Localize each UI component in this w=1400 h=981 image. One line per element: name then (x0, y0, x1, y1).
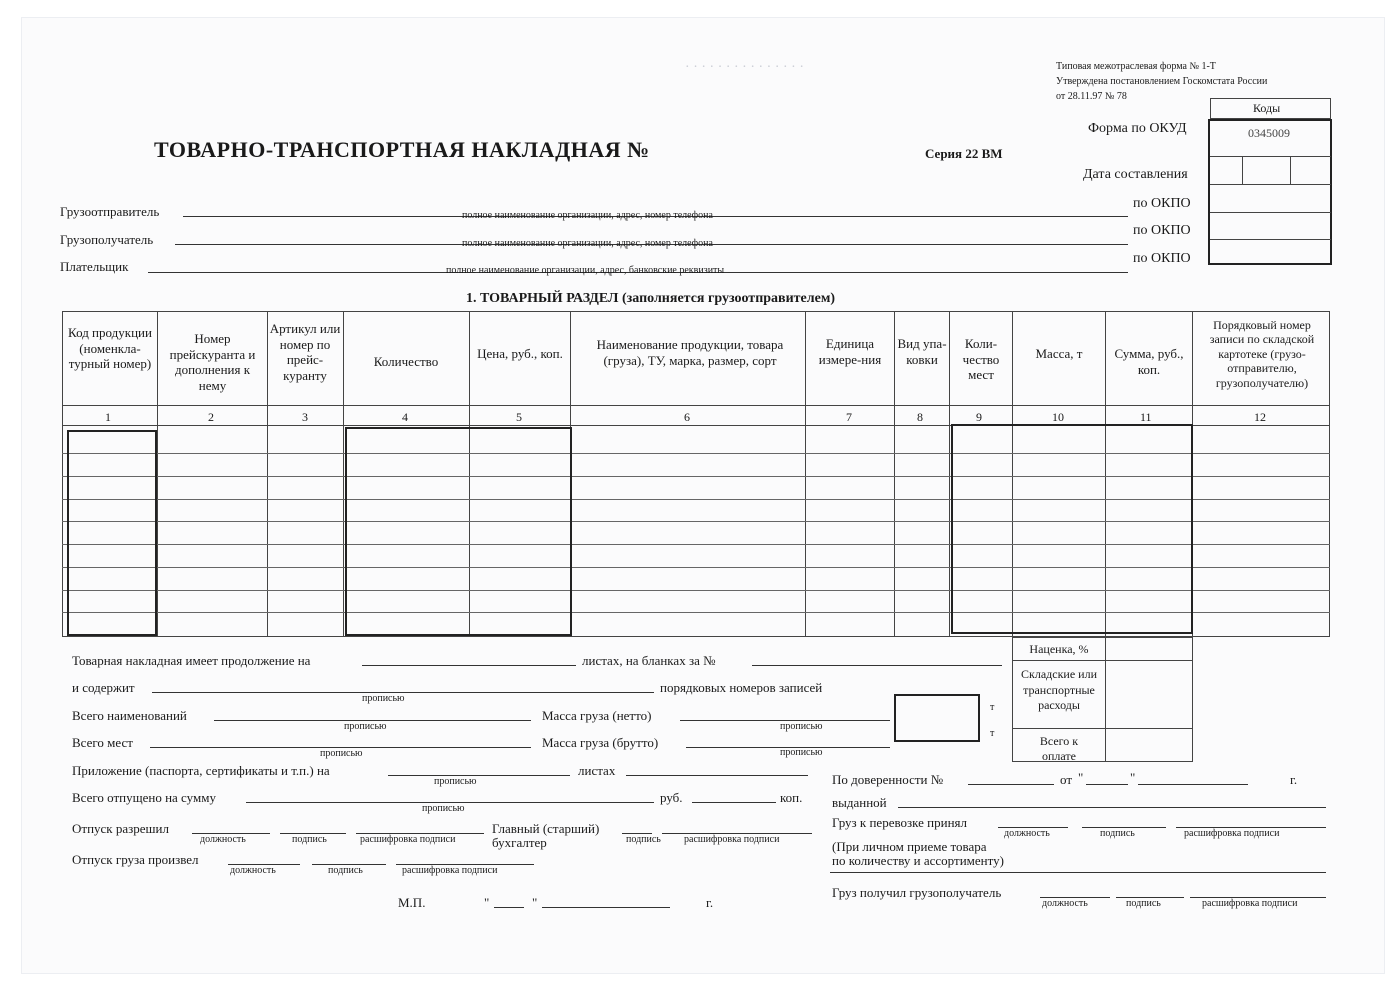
sheets-label: листах (578, 763, 616, 778)
okud-value: 0345009 (1248, 126, 1290, 140)
personal-receipt-field[interactable] (830, 872, 1326, 873)
position-caption: должность (200, 834, 246, 845)
col-header-5: Цена, руб., коп. (477, 346, 563, 361)
total-places-label: Всего мест (72, 735, 133, 750)
col-number: 3 (302, 410, 308, 424)
position-caption: должность (230, 865, 276, 876)
record-numbers-label: порядковых номеров записей (660, 680, 823, 695)
issued-label: выданной (832, 795, 887, 810)
signature-decode-caption: расшифровка подписи (360, 834, 456, 845)
release-done-label: Отпуск груза произвел (72, 852, 199, 867)
bold-box-col1 (67, 430, 157, 636)
divider (157, 311, 158, 637)
divider (1210, 212, 1331, 213)
divider (1290, 156, 1291, 184)
attorney-month-field[interactable] (1138, 784, 1248, 785)
divider (949, 311, 950, 637)
col-header-1: Код продукции (номенкла-турный номер) (68, 325, 152, 372)
rub-label: руб. (660, 790, 683, 805)
personal-receipt-label: (При личном приеме товара (832, 839, 987, 854)
divider (1242, 156, 1243, 184)
chief-accountant-label: Главный (старший) (492, 821, 600, 836)
divider (894, 311, 895, 637)
col-number: 12 (1254, 410, 1266, 424)
col-number: 5 (516, 410, 522, 424)
total-pay-label: Всего к оплате (1039, 734, 1079, 763)
attachment-sheets-field[interactable] (626, 775, 808, 776)
date-day-field[interactable] (494, 907, 524, 908)
quote-mark: " (1130, 770, 1136, 785)
divider (1012, 728, 1193, 729)
col-header-3: Артикул или номер по прейс-куранту (269, 321, 341, 383)
divider (62, 405, 1330, 406)
in-words-caption: прописью (362, 693, 405, 704)
signature-caption: подпись (328, 865, 363, 876)
col-number: 9 (976, 410, 982, 424)
total-items-label: Всего наименований (72, 708, 187, 723)
continuation-sheets-field[interactable] (362, 665, 576, 666)
col-number: 4 (402, 410, 408, 424)
col-number: 1 (105, 410, 111, 424)
in-words-caption: прописью (422, 803, 465, 814)
received-label: Груз получил грузополучатель (832, 885, 1002, 900)
consignee-label: Грузополучатель (60, 232, 154, 247)
divider (267, 311, 268, 637)
date-month-field[interactable] (542, 907, 670, 908)
divider (1012, 660, 1193, 661)
col-number: 10 (1052, 410, 1064, 424)
form-note-line: Типовая межотраслевая форма № 1-Т (1056, 61, 1216, 72)
bleed-through-mark: · · · · · · · · · · · · · · · (685, 60, 804, 75)
col-header-9: Коли-чество мест (962, 336, 1000, 383)
form-note-line: Утверждена постановлением Госкомстата России (1056, 76, 1268, 87)
sheets-blanks-label: листах, на бланках за № (582, 653, 716, 668)
col-number: 7 (846, 410, 852, 424)
power-of-attorney-field[interactable] (968, 784, 1054, 785)
codes-box (1208, 119, 1332, 265)
from-label: от (1060, 772, 1073, 787)
signature-decode-caption: расшифровка подписи (402, 865, 498, 876)
signature-caption: подпись (1100, 828, 1135, 839)
okud-label: Форма по ОКУД (1088, 121, 1187, 136)
okpo-label: по ОКПО (1133, 251, 1191, 266)
continuation-label: Товарная накладная имеет продолжение на (72, 653, 311, 668)
payer-caption: полное наименование организации, адрес, банковские реквизиты (446, 265, 725, 276)
ton-unit: т (990, 728, 995, 739)
divider (1210, 156, 1331, 157)
quote-mark: " (532, 895, 538, 910)
form-note-line: от 28.11.97 № 78 (1056, 91, 1127, 102)
col-header-6: Наименование продукции, товара (груза), ТУ, марка, размер, сорт (596, 337, 784, 368)
mass-gross-label: Масса груза (брутто) (542, 735, 659, 750)
power-of-attorney-label: По доверенности № (832, 772, 944, 787)
expenses-label: Складские или транспортные расходы (1021, 667, 1097, 713)
in-words-caption: прописью (434, 776, 477, 787)
signature-caption: подпись (626, 834, 661, 845)
quote-mark: " (484, 895, 490, 910)
col-header-12: Порядковый номер записи по складской картотеке (грузо-отправителю, грузополучателю) (1209, 318, 1315, 390)
quote-mark: " (1078, 770, 1084, 785)
stamp-label: М.П. (398, 895, 426, 910)
section-title: 1. ТОВАРНЫЙ РАЗДЕЛ (заполняется грузоотправителем) (466, 291, 836, 306)
col-header-2: Номер прейскуранта и дополнения к нему (169, 331, 256, 393)
signature-caption: подпись (1126, 898, 1161, 909)
col-number: 6 (684, 410, 690, 424)
divider (805, 311, 806, 637)
contains-label: и содержит (72, 680, 135, 695)
divider (343, 311, 344, 637)
in-words-caption: прописью (344, 721, 387, 732)
attachment-field[interactable] (388, 775, 570, 776)
bold-box-col9-11 (951, 424, 1193, 634)
kop-label: коп. (780, 790, 803, 805)
col-header-10: Масса, т (1035, 346, 1083, 361)
issued-field[interactable] (898, 807, 1326, 808)
col-header-11: Сумма, руб., коп. (1114, 346, 1184, 377)
signature-decode-caption: расшифровка подписи (1184, 828, 1280, 839)
shipper-caption: полное наименование организации, адрес, номер телефона (462, 210, 713, 221)
col-header-8: Вид упа-ковки (897, 336, 947, 367)
series-label: Серия 22 ВМ (925, 146, 1003, 161)
signature-decode-caption: расшифровка подписи (684, 834, 780, 845)
personal-receipt-label: по количеству и ассортименту) (832, 853, 1004, 868)
okpo-label: по ОКПО (1133, 196, 1191, 211)
attorney-day-field[interactable] (1086, 784, 1128, 785)
in-words-caption: прописью (780, 721, 823, 732)
year-label: г. (706, 895, 714, 910)
blank-number-field[interactable] (752, 665, 1002, 666)
accepted-label: Груз к перевозке принял (832, 815, 968, 830)
ton-unit: т (990, 702, 995, 713)
position-caption: должность (1004, 828, 1050, 839)
payer-label: Плательщик (60, 259, 129, 274)
col-header-4: Количество (373, 354, 439, 369)
consignee-caption: полное наименование организации, адрес, номер телефона (462, 238, 713, 249)
mass-net-label: Масса груза (нетто) (542, 708, 652, 723)
date-label: Дата составления (1083, 167, 1188, 182)
mass-box[interactable] (894, 694, 980, 742)
signature-caption: подпись (292, 834, 327, 845)
col-header-7: Единица измере-ния (818, 336, 882, 367)
attachment-label: Приложение (паспорта, сертификаты и т.п.) на (72, 763, 330, 778)
release-allowed-label: Отпуск разрешил (72, 821, 169, 836)
document-title: ТОВАРНО-ТРАНСПОРТНАЯ НАКЛАДНАЯ № (154, 137, 650, 162)
signature-decode-caption: расшифровка подписи (1202, 898, 1298, 909)
col-number: 11 (1140, 410, 1152, 424)
in-words-caption: прописью (780, 747, 823, 758)
markup-label: Наценка, % (1029, 642, 1089, 656)
codes-header: Коды (1253, 101, 1281, 115)
bold-box-col4-5 (345, 427, 572, 636)
col-number: 8 (917, 410, 923, 424)
chief-accountant-label: бухгалтер (492, 835, 547, 850)
okpo-label: по ОКПО (1133, 223, 1191, 238)
position-caption: должность (1042, 898, 1088, 909)
divider (1105, 637, 1106, 762)
released-sum-label: Всего отпущено на сумму (72, 790, 216, 805)
year-label: г. (1290, 772, 1298, 787)
in-words-caption: прописью (320, 748, 363, 759)
shipper-label: Грузоотправитель (60, 204, 160, 219)
divider (1210, 239, 1331, 240)
divider (1210, 184, 1331, 185)
col-number: 2 (208, 410, 214, 424)
rub-field[interactable] (692, 802, 776, 803)
